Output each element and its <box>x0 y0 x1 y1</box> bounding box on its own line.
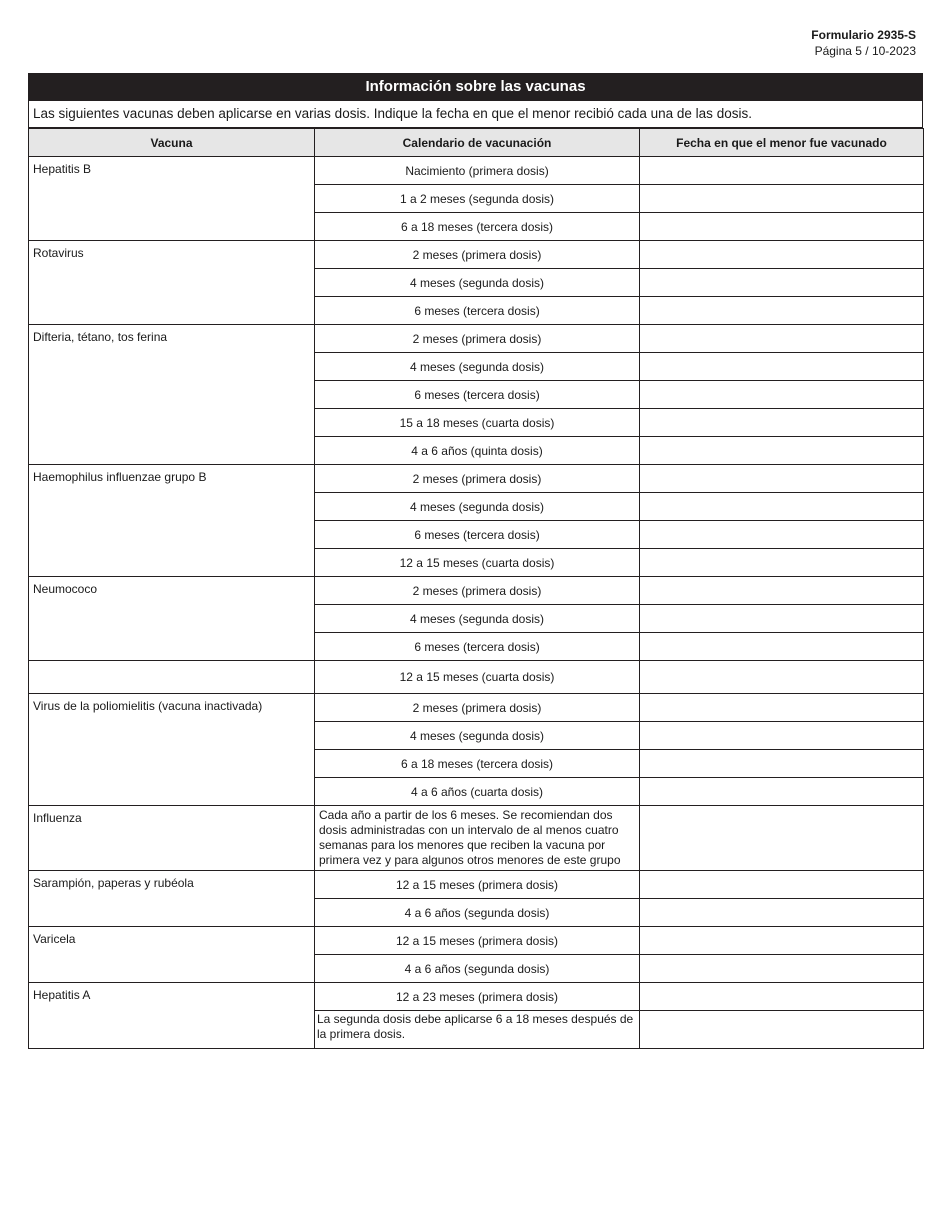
schedule-cell: 6 a 18 meses (tercera dosis) <box>315 213 640 241</box>
table-header-row <box>29 129 924 157</box>
table-row <box>29 577 924 605</box>
schedule-cell: 4 meses (segunda dosis) <box>315 269 640 297</box>
vaccine-name-cell: Virus de la poliomielitis (vacuna inactivada) <box>29 694 315 806</box>
vaccination-date-field[interactable] <box>640 185 924 213</box>
schedule-cell: 2 meses (primera dosis) <box>315 577 640 605</box>
vaccine-name-cell: Hepatitis B <box>29 157 315 241</box>
schedule-cell: 6 meses (tercera dosis) <box>315 633 640 661</box>
schedule-cell: Cada año a partir de los 6 meses. Se recomiendan dos dosis administradas con un intervalo de al menos cuatro semanas para los menores que reciben la vacuna por primera vez y para algunos otros menores de este grupo <box>315 806 640 871</box>
schedule-cell: 12 a 15 meses (cuarta dosis) <box>315 549 640 577</box>
page-info: Página 5 / 10-2023 <box>814 44 916 58</box>
schedule-cell: 2 meses (primera dosis) <box>315 325 640 353</box>
schedule-cell: 4 a 6 años (quinta dosis) <box>315 437 640 465</box>
schedule-cell: 6 meses (tercera dosis) <box>315 381 640 409</box>
form-number: Formulario 2935-S <box>811 28 916 42</box>
vaccine-table <box>28 128 924 1049</box>
table-row <box>29 325 924 353</box>
table-row <box>29 927 924 955</box>
vaccine-name-cell: Hepatitis A <box>29 983 315 1049</box>
vaccine-info-section <box>28 73 923 1049</box>
vaccination-date-field[interactable] <box>640 927 924 955</box>
schedule-cell: 6 meses (tercera dosis) <box>315 521 640 549</box>
vaccination-date-field[interactable] <box>640 605 924 633</box>
vaccination-date-field[interactable] <box>640 722 924 750</box>
column-header-schedule: Calendario de vacunación <box>315 129 640 157</box>
column-header-vaccine: Vacuna <box>29 129 315 157</box>
schedule-cell: 4 a 6 años (cuarta dosis) <box>315 778 640 806</box>
schedule-cell: 6 a 18 meses (tercera dosis) <box>315 750 640 778</box>
vaccination-date-field[interactable] <box>640 633 924 661</box>
vaccination-date-field[interactable] <box>640 521 924 549</box>
vaccination-date-field[interactable] <box>640 493 924 521</box>
vaccination-date-field[interactable] <box>640 437 924 465</box>
schedule-cell: 2 meses (primera dosis) <box>315 241 640 269</box>
vaccination-date-field[interactable] <box>640 325 924 353</box>
table-row <box>29 983 924 1011</box>
vaccine-name-cell: Haemophilus influenzae grupo B <box>29 465 315 577</box>
table-row <box>29 694 924 722</box>
vaccination-date-field[interactable] <box>640 661 924 694</box>
vaccine-name-cell: Difteria, tétano, tos ferina <box>29 325 315 465</box>
instructions-text: Las siguientes vacunas deben aplicarse en varias dosis. Indique la fecha en que el menor recibió cada una de las dosis. <box>28 101 923 128</box>
vaccination-date-field[interactable] <box>640 694 924 722</box>
vaccination-date-field[interactable] <box>640 577 924 605</box>
vaccine-table-body <box>29 157 924 1049</box>
schedule-cell: 1 a 2 meses (segunda dosis) <box>315 185 640 213</box>
vaccination-date-field[interactable] <box>640 213 924 241</box>
schedule-cell: 6 meses (tercera dosis) <box>315 297 640 325</box>
schedule-cell: 4 meses (segunda dosis) <box>315 493 640 521</box>
vaccine-name-cell: Influenza <box>29 806 315 871</box>
vaccination-date-field[interactable] <box>640 871 924 899</box>
vaccination-date-field[interactable] <box>640 409 924 437</box>
vaccination-date-field[interactable] <box>640 297 924 325</box>
vaccination-date-field[interactable] <box>640 899 924 927</box>
table-row <box>29 465 924 493</box>
vaccination-date-field[interactable] <box>640 549 924 577</box>
table-row <box>29 806 924 871</box>
vaccination-date-field[interactable] <box>640 750 924 778</box>
table-row <box>29 661 924 694</box>
schedule-cell: 15 a 18 meses (cuarta dosis) <box>315 409 640 437</box>
vaccination-date-field[interactable] <box>640 241 924 269</box>
table-row <box>29 871 924 899</box>
schedule-cell: Nacimiento (primera dosis) <box>315 157 640 185</box>
schedule-cell: La segunda dosis debe aplicarse 6 a 18 meses después de la primera dosis. <box>315 1011 640 1049</box>
schedule-cell: 2 meses (primera dosis) <box>315 694 640 722</box>
schedule-cell: 4 meses (segunda dosis) <box>315 722 640 750</box>
vaccine-name-cell: Neumococo <box>29 577 315 661</box>
vaccination-date-field[interactable] <box>640 778 924 806</box>
section-title: Información sobre las vacunas <box>28 73 923 101</box>
vaccination-date-field[interactable] <box>640 1011 924 1049</box>
column-header-date: Fecha en que el menor fue vacunado <box>640 129 924 157</box>
schedule-cell: 2 meses (primera dosis) <box>315 465 640 493</box>
vaccination-date-field[interactable] <box>640 353 924 381</box>
vaccine-name-cell: Sarampión, paperas y rubéola <box>29 871 315 927</box>
vaccination-date-field[interactable] <box>640 269 924 297</box>
form-header <box>811 27 916 59</box>
vaccine-name-cell: Rotavirus <box>29 241 315 325</box>
schedule-cell: 4 meses (segunda dosis) <box>315 353 640 381</box>
vaccination-date-field[interactable] <box>640 983 924 1011</box>
schedule-cell: 12 a 15 meses (primera dosis) <box>315 927 640 955</box>
schedule-cell: 12 a 15 meses (primera dosis) <box>315 871 640 899</box>
schedule-cell: 4 a 6 años (segunda dosis) <box>315 955 640 983</box>
schedule-cell: 4 a 6 años (segunda dosis) <box>315 899 640 927</box>
schedule-cell: 12 a 15 meses (cuarta dosis) <box>315 661 640 694</box>
vaccine-name-cell <box>29 661 315 694</box>
table-row <box>29 241 924 269</box>
vaccination-date-field[interactable] <box>640 955 924 983</box>
vaccination-date-field[interactable] <box>640 465 924 493</box>
vaccine-name-cell: Varicela <box>29 927 315 983</box>
vaccination-date-field[interactable] <box>640 157 924 185</box>
schedule-cell: 12 a 23 meses (primera dosis) <box>315 983 640 1011</box>
table-row <box>29 157 924 185</box>
vaccination-date-field[interactable] <box>640 381 924 409</box>
schedule-cell: 4 meses (segunda dosis) <box>315 605 640 633</box>
vaccination-date-field[interactable] <box>640 806 924 871</box>
